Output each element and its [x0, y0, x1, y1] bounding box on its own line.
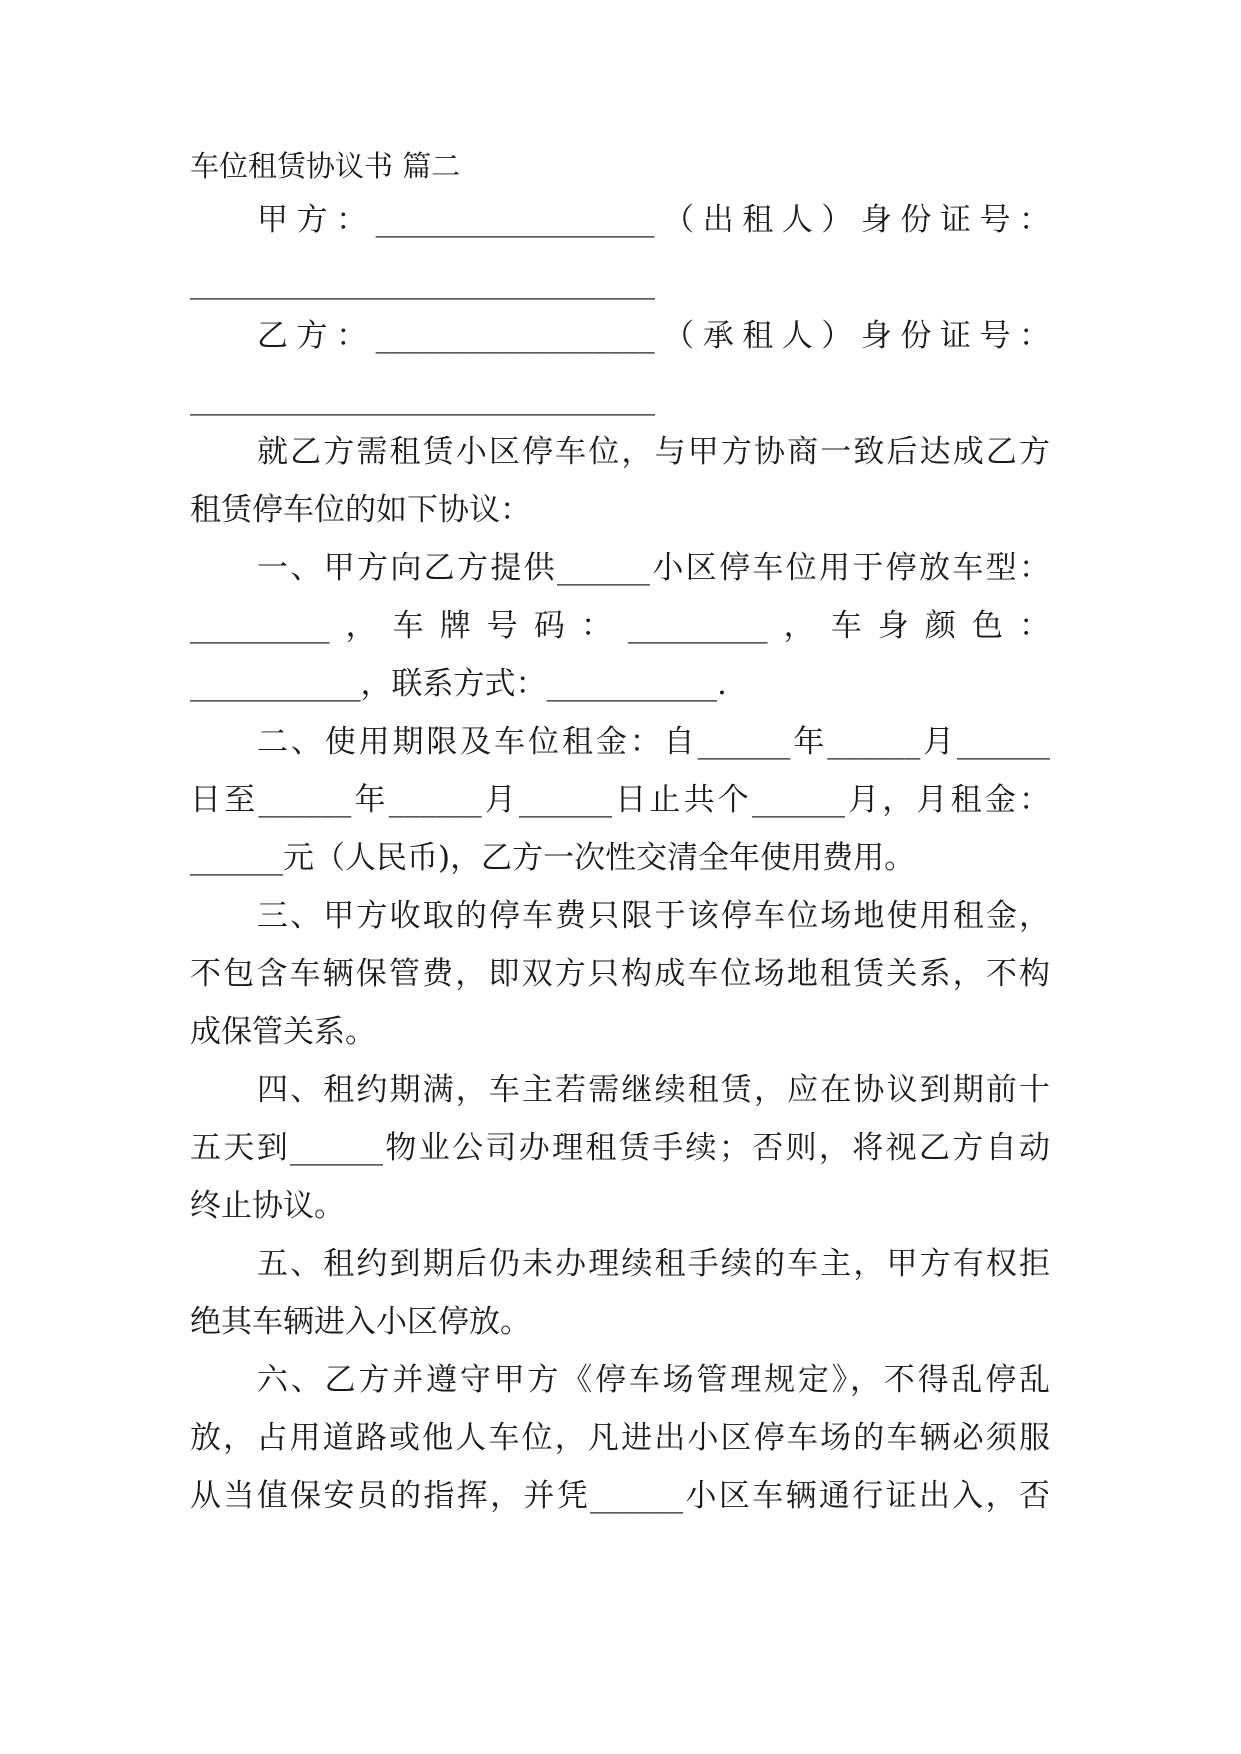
clause-6-line-1: 六、乙方并遵守甲方《停车场管理规定》，不得乱停乱: [257, 1362, 1050, 1398]
clause-3-line-1: 三、甲方收取的停车费只限于该停车位场地使用租金，: [257, 898, 1050, 934]
preamble-line-1: 就乙方需租赁小区停车位，与甲方协商一致后达成乙方: [257, 434, 1050, 470]
party-a-line: 甲方：__________________（出租人）身份证号：: [257, 202, 1050, 238]
clause-2-line-3: ______元（人民币)，乙方一次性交清全年使用费用。: [190, 840, 916, 876]
clause-4-line-2: 五天到______物业公司办理租赁手续；否则，将视乙方自动: [190, 1130, 1050, 1166]
party-b-id-blank: ______________________________: [190, 380, 655, 416]
clause-3-line-2: 不包含车辆保管费，即双方只构成车位场地租赁关系，不构: [190, 956, 1050, 992]
clause-5-line-1: 五、租约到期后仍未办理续租手续的车主，甲方有权拒: [257, 1246, 1050, 1282]
clause-2-line-2: 日至______年______月______日止共个______月，月租金：: [190, 782, 1050, 818]
party-b-line: 乙方：__________________（承租人）身份证号：: [257, 318, 1050, 354]
clause-1-line-1: 一、甲方向乙方提供______小区停车位用于停放车型：: [257, 550, 1050, 586]
clause-6-line-3: 从当值保安员的指挥，并凭______小区车辆通行证出入，否: [190, 1478, 1050, 1514]
document-title: 车位租赁协议书 篇二: [190, 149, 461, 183]
clause-1-line-3: ___________，联系方式：___________.: [190, 666, 727, 702]
preamble-line-2: 租赁停车位的如下协议：: [190, 492, 531, 528]
clause-4-line-3: 终止协议。: [190, 1188, 345, 1224]
clause-6-line-2: 放，占用道路或他人车位，凡进出小区停车场的车辆必须服: [190, 1420, 1050, 1456]
clause-2-line-1: 二、使用期限及车位租金：自______年______月______: [257, 724, 1050, 760]
party-a-id-blank: ______________________________: [190, 264, 655, 300]
clause-1-line-2: _________，车牌号码：_________，车身颜色：: [190, 608, 1050, 644]
clause-5-line-2: 绝其车辆进入小区停放。: [190, 1304, 531, 1340]
clause-4-line-1: 四、租约期满，车主若需继续租赁，应在协议到期前十: [257, 1072, 1050, 1108]
clause-3-line-3: 成保管关系。: [190, 1014, 376, 1050]
